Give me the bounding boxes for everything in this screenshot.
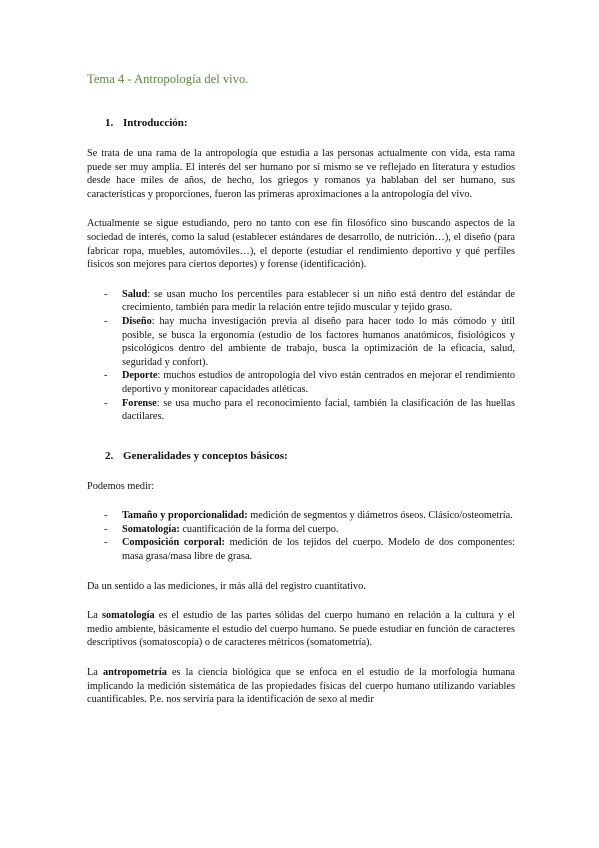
document-title: Tema 4 - Antropología del vivo. <box>87 72 249 86</box>
list-item <box>87 288 515 315</box>
list-item <box>87 509 515 523</box>
document-content <box>87 72 515 707</box>
term-antropometria: antropometría <box>102 667 167 679</box>
paragraph-antropometria <box>87 666 515 707</box>
list-item <box>87 523 515 537</box>
list-text: cuantificación de la forma del cuerpo. <box>179 523 339 535</box>
paragraph-podemos-medir: Podemos medir: <box>87 480 155 492</box>
list-text: : muchos estudios de antropología del vivo están centrados en mejorar el rendimiento deportivo y monitorear capacidades atléticas. <box>122 370 515 395</box>
section-heading-introduccion <box>87 117 515 129</box>
section-title: Generalidades y conceptos básicos: <box>123 449 288 462</box>
text-pre: La <box>87 667 103 679</box>
term-somatologia: somatología <box>102 610 155 622</box>
list-text: medición de segmentos y diámetros óseos. Clásico/osteometría. <box>247 510 513 522</box>
list-text: medición de los tejidos del cuerpo. Modelo de dos componentes: masa grasa/masa libre de grasa. <box>122 537 515 563</box>
list-item <box>87 369 515 396</box>
section-heading-generalidades <box>87 450 515 462</box>
list-item <box>87 397 515 424</box>
section-number: 2. <box>105 449 114 462</box>
list-term: Tamaño y proporcionalidad: <box>122 510 248 522</box>
text-body: es el estudio de las partes sólidas del cuerpo humano en relación a la cultura y el medio ambiente, básicamente el estudio del cuerpo humano. Se puede estudiar en función de caracteres descriptivos (somatoscopía) o de caracteres métricos (somatometría). <box>87 610 515 649</box>
paragraph-intro-2: Actualmente se sigue estudiando, pero no tanto con ese fin filosófico sino buscando aspectos de la sociedad de interés, como la salud (establecer estándares de desarrollo, de nutrición…), el diseño (para fabricar ropa, muebles, automóviles…), el deporte (estudiar el rendimiento deportivo y qué perfiles físicos son mejores para ciertos deportes) y forense (identificación). <box>87 218 515 271</box>
measurement-list <box>87 509 515 563</box>
list-item <box>87 315 515 369</box>
list-term: Diseño <box>122 315 152 327</box>
text-pre: La <box>87 610 103 622</box>
section-title: Introducción: <box>123 117 188 129</box>
paragraph-somatologia <box>87 609 515 650</box>
list-term: Deporte <box>122 370 158 382</box>
list-text: : se usan mucho los percentiles para establecer si un niño está dentro del estándar de crecimiento, también para medir la relación entre tejido muscular y tejido graso. <box>122 288 515 314</box>
list-term: Somatología: <box>122 523 180 535</box>
paragraph-sentido: Da un sentido a las mediciones, ir más allá del registro cuantitativo. <box>87 580 366 592</box>
text-body: es la ciencia biológica que se enfoca en el estudio de la morfología humana implicando la medición sistemática de las propiedades físicas del cuerpo humano utilizando variables cuantificables. P.e. nos serviría para la identificación de sexo al medir <box>87 667 515 706</box>
application-list <box>87 288 515 424</box>
list-text: : hay mucha investigación previa al diseño para hacer todo lo más cómodo y útil posible, se busca la ergonomía (estudio de los factores humanos anatómicos, fisiológicos y psicológicos dentro del ambiente de trabajo, busca la optimización de la eficacia, salud, seguridad y confort). <box>122 315 515 368</box>
list-term: Salud <box>122 288 148 300</box>
section-number: 1. <box>105 117 114 129</box>
list-text: : se usa mucho para el reconocimiento facial, también la clasificación de las huellas dactilares. <box>122 397 515 423</box>
list-term: Composición corporal: <box>122 537 225 549</box>
list-item <box>87 536 515 563</box>
paragraph-intro-1: Se trata de una rama de la antropología que estudia a las personas actualmente con vida, esta rama puede ser muy amplia. El interés del ser humano por sí mismo se ve reflejado en literatura y estudios desde hace miles de años, de hecho, los griegos y romanos ya hablaban del ser humano, sus características y proporciones, fueron las primeras aproximaciones a la antropología del vivo. <box>87 148 515 200</box>
list-term: Forense <box>122 397 157 409</box>
